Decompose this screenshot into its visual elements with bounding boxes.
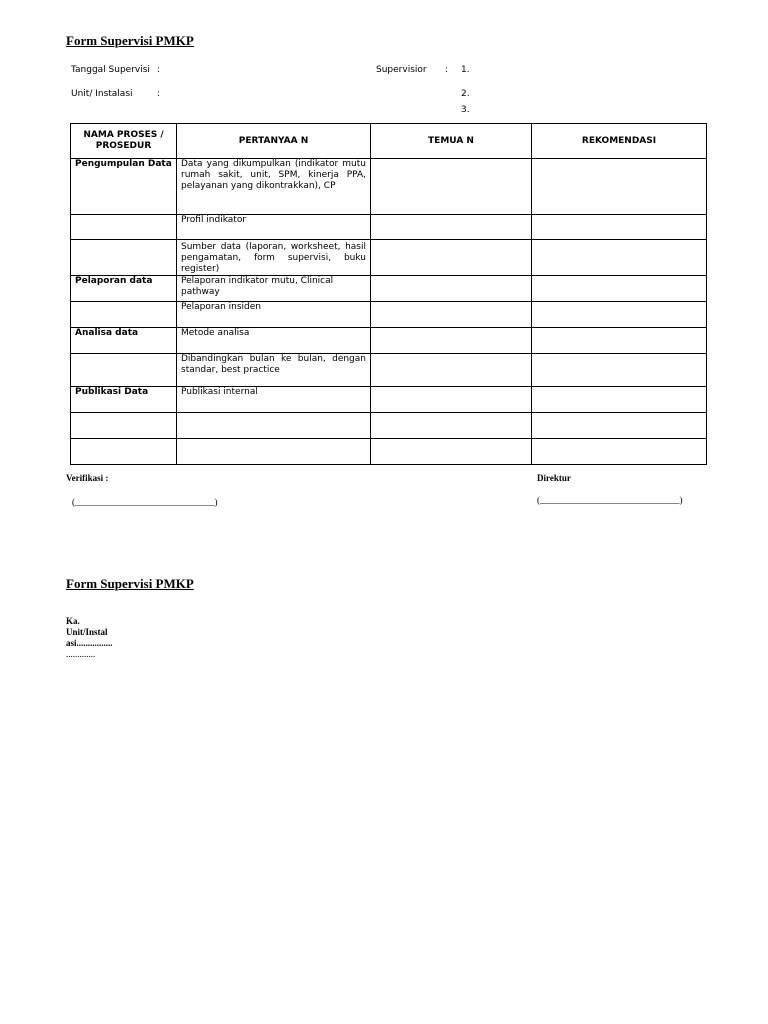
cell-temuan[interactable] xyxy=(371,302,532,328)
supervisor-3: 3. xyxy=(461,105,470,115)
table-row xyxy=(71,159,707,215)
cell-pertanyaan: Publikasi internal xyxy=(177,387,371,413)
header-pertanyaan: PERTANYAA N xyxy=(177,124,371,159)
table-header-row xyxy=(71,124,707,159)
cell-rekomendasi[interactable] xyxy=(532,387,707,413)
cell-proses xyxy=(71,439,177,465)
cell-rekomendasi[interactable] xyxy=(532,439,707,465)
cell-rekomendasi[interactable] xyxy=(532,413,707,439)
cell-pertanyaan: Profil indikator xyxy=(177,215,371,240)
verifikasi-label: Verifikasi : xyxy=(66,473,109,483)
table-row xyxy=(71,276,707,302)
supervisi-table xyxy=(70,123,707,465)
cell-proses: Pelaporan data xyxy=(71,276,177,302)
cell-proses xyxy=(71,240,177,276)
table-row xyxy=(71,439,707,465)
header-temuan: TEMUA N xyxy=(371,124,532,159)
table-row xyxy=(71,240,707,276)
cell-temuan[interactable] xyxy=(371,159,532,215)
cell-rekomendasi[interactable] xyxy=(532,159,707,215)
cell-proses xyxy=(71,413,177,439)
supervisior-colon: : xyxy=(445,65,449,75)
table-row xyxy=(71,328,707,354)
header-rekomendasi: REKOMENDASI xyxy=(532,124,707,159)
cell-proses: Pengumpulan Data xyxy=(71,159,177,215)
table-row xyxy=(71,387,707,413)
cell-temuan[interactable] xyxy=(371,328,532,354)
form2-title: Form Supervisi PMKP xyxy=(66,576,194,591)
cell-pertanyaan: Sumber data (laporan, worksheet, hasil pengamatan, form supervisi, buku register) xyxy=(177,240,371,276)
cell-temuan[interactable] xyxy=(371,276,532,302)
cell-proses xyxy=(71,354,177,387)
form-title: Form Supervisi PMKP xyxy=(66,33,194,48)
cell-pertanyaan xyxy=(177,439,371,465)
direktur-label: Direktur xyxy=(537,473,571,483)
supervisor-2: 2. xyxy=(461,89,470,99)
direktur-signature-line: (_______________________________) xyxy=(537,495,683,505)
cell-proses: Publikasi Data xyxy=(71,387,177,413)
cell-pertanyaan: Pelaporan indikator mutu, Clinical pathway xyxy=(177,276,371,302)
cell-proses xyxy=(71,302,177,328)
table-row xyxy=(71,413,707,439)
unit-instalasi-label: Unit/ Instalasi xyxy=(71,89,133,99)
tanggal-supervisi-label: Tanggal Supervisi xyxy=(71,65,150,75)
supervisor-1: 1. xyxy=(461,65,470,75)
ka-unit-line: Unit/Instal xyxy=(66,627,108,637)
cell-proses: Analisa data xyxy=(71,328,177,354)
supervisior-label: Supervisior xyxy=(376,65,427,75)
cell-pertanyaan: Metode analisa xyxy=(177,328,371,354)
cell-pertanyaan: Data yang dikumpulkan (indikator mutu rumah sakit, unit, SPM, kinerja PPA, pelayanan yang dikontrakkan), CP xyxy=(177,159,371,215)
cell-temuan[interactable] xyxy=(371,240,532,276)
cell-temuan[interactable] xyxy=(371,215,532,240)
table-row xyxy=(71,354,707,387)
header-nama-proses: NAMA PROSES / PROSEDUR xyxy=(71,124,177,159)
ka-unit-line: ............. xyxy=(66,649,96,659)
cell-temuan[interactable] xyxy=(371,387,532,413)
ka-unit-block xyxy=(66,616,126,660)
cell-rekomendasi[interactable] xyxy=(532,354,707,387)
cell-proses xyxy=(71,215,177,240)
cell-rekomendasi[interactable] xyxy=(532,302,707,328)
table-row xyxy=(71,215,707,240)
unit-colon: : xyxy=(157,89,161,99)
cell-rekomendasi[interactable] xyxy=(532,276,707,302)
ka-unit-line: Ka. xyxy=(66,616,80,626)
cell-rekomendasi[interactable] xyxy=(532,215,707,240)
cell-rekomendasi[interactable] xyxy=(532,240,707,276)
ka-unit-line: asi................ xyxy=(66,638,113,648)
cell-temuan[interactable] xyxy=(371,413,532,439)
cell-pertanyaan xyxy=(177,413,371,439)
verifikasi-signature-line: (_______________________________) xyxy=(72,497,218,507)
cell-temuan[interactable] xyxy=(371,354,532,387)
cell-rekomendasi[interactable] xyxy=(532,328,707,354)
cell-pertanyaan: Dibandingkan bulan ke bulan, dengan standar, best practice xyxy=(177,354,371,387)
cell-temuan[interactable] xyxy=(371,439,532,465)
table-row xyxy=(71,302,707,328)
cell-pertanyaan: Pelaporan insiden xyxy=(177,302,371,328)
tanggal-colon: : xyxy=(157,65,161,75)
